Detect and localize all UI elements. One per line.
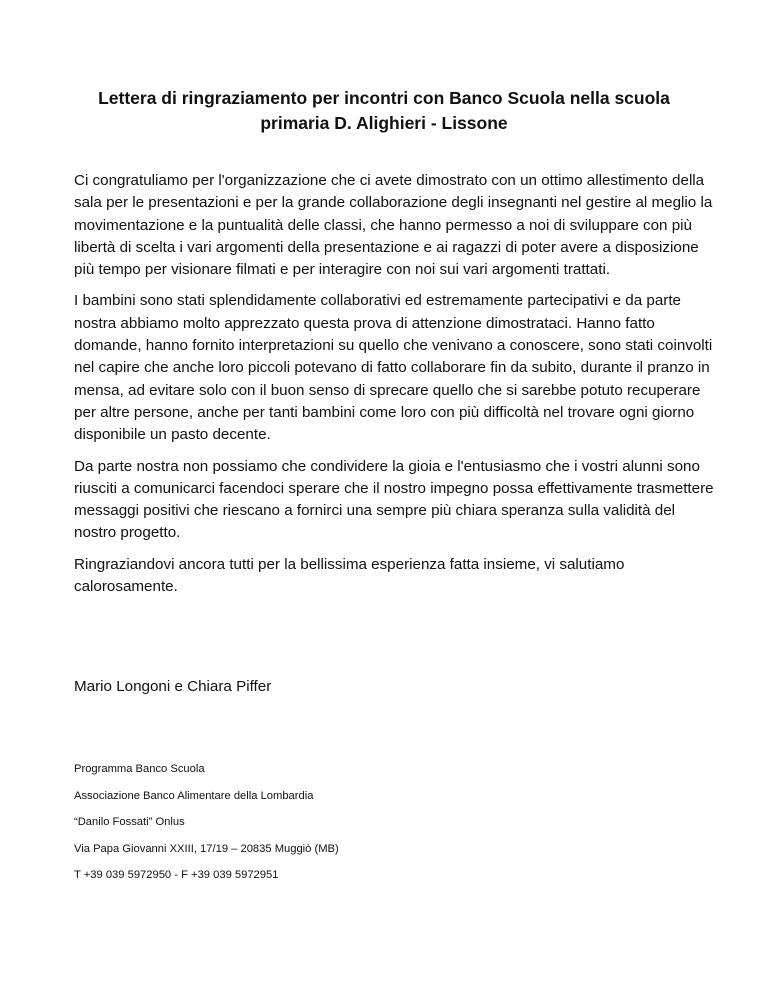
letter-body	[74, 170, 714, 607]
footer-phone-fax: T +39 039 5972950 - F +39 039 5972951	[74, 869, 279, 881]
paragraph-organization: Ci congratuliamo per l'organizzazione che ci avete dimostrato con un ottimo allestimento della sala per le presentazioni e per la grande collaborazione degli insegnanti nel gestire al meglio la movimentazione e la puntualità delle classi, che hanno permesso a noi di sviluppare con più libertà di scelta i vari argomenti della presentazione e ai ragazzi di poter avere a disposizione più tempo per visionare filmati e per interagire con noi sui vari argomenti trattati.	[74, 172, 713, 279]
paragraph-closing: Ringraziandovi ancora tutti per la bellissima esperienza fatta insieme, vi salutiamo calorosamente.	[74, 555, 625, 596]
paragraph-enthusiasm: Da parte nostra non possiamo che condividere la gioia e l'entusiasmo che i vostri alunni sono riusciti a comunicarci facendoci sperare che il nostro impegno possa effettivamente trasmettere messaggi positivi che riescano a fornirci una sempre più chiara speranza sulla validità del nostro progetto.	[74, 457, 714, 542]
footer-association-subtitle: “Danilo Fossati” Onlus	[74, 816, 185, 828]
footer-association-name: Associazione Banco Alimentare della Lombardia	[74, 789, 314, 802]
signature: Mario Longoni e Chiara Piffer	[74, 678, 272, 695]
footer-address: Via Papa Giovanni XXIII, 17/19 – 20835 Muggiò (MB)	[74, 842, 339, 855]
footer-program-name: Programma Banco Scuola	[74, 763, 205, 775]
paragraph-children: I bambini sono stati splendidamente collaborativi ed estremamente partecipativi e da parte nostra abbiamo molto apprezzato questa prova di attenzione dimostrataci. Hanno fatto domande, hanno fornito interpretazioni su quello che venivano a conoscere, sono stati coinvolti nel capire che anche loro piccoli potevano di fatto collaborare fin da subito, durante il pranzo in mensa, ad evitare solo con il buon senso di sprecare quello che si sarebbe potuto recuperare per altre persone, anche per tanti bambini come loro con più difficoltà nel trovare ogni giorno disponibile un pasto decente.	[74, 292, 713, 444]
footer-contact-block	[74, 761, 339, 894]
letter-title: Lettera di ringraziamento per incontri con Banco Scuola nella scuola primaria D. Alighieri - Lissone	[98, 88, 670, 133]
